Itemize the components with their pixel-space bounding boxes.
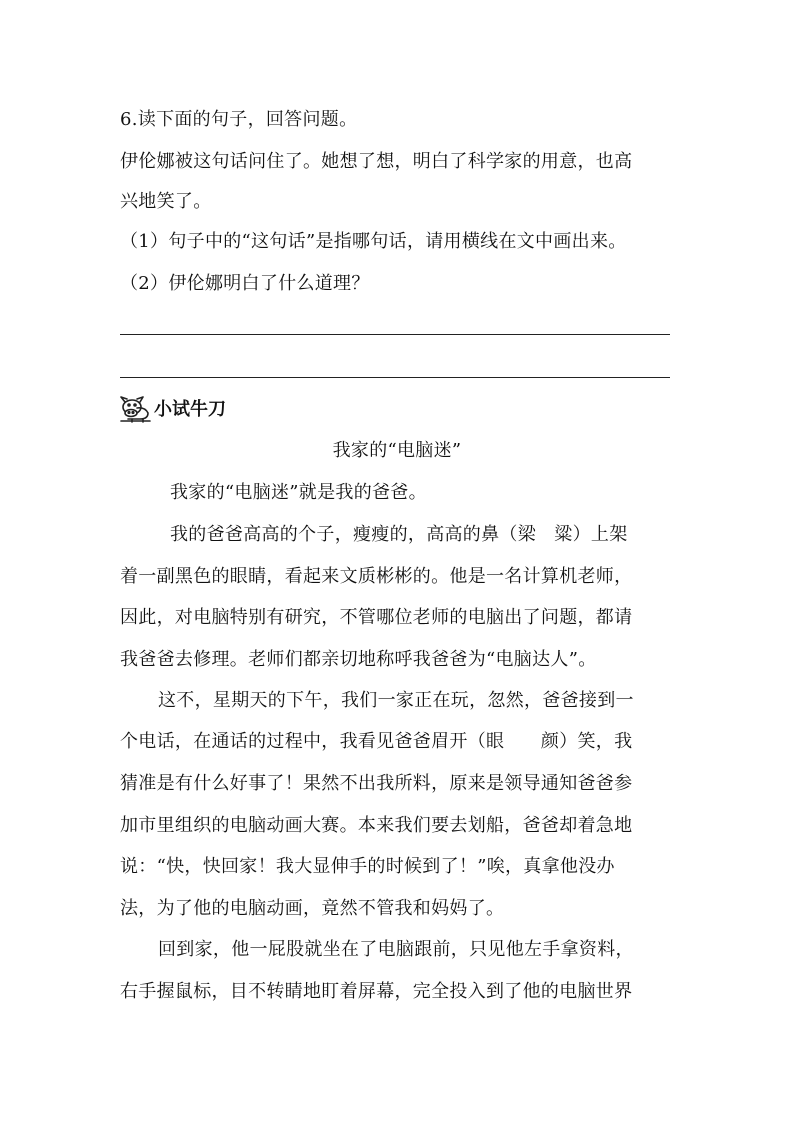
story-title: 我家的“电脑迷”	[332, 440, 462, 461]
story-line: 法，为了他的电脑动画，竟然不管我和妈妈了。	[120, 898, 505, 919]
answer-line-1[interactable]	[120, 334, 670, 335]
quote-line-1: 伊伦娜被这句话问住了。她想了想，明白了科学家的用意，也高	[120, 151, 633, 172]
story-line: 猜准是有什么好事了！果然不出我所料，原来是领导通知爸爸参	[120, 773, 633, 794]
story-line: 说：“快，快回家！我大显伸手的时候到了！”唉，真拿他没办	[120, 856, 615, 877]
section-header	[118, 392, 226, 424]
story-line: 回到家，他一屁股就坐在了电脑跟前，只见他左手拿资料，	[158, 939, 634, 960]
story-line: 我的爸爸高高的个子，瘦瘦的，高高的鼻（梁 粱）上架	[170, 524, 628, 545]
section-title: 小试牛刀	[154, 399, 226, 420]
sub-question-1: （1）句子中的“这句话”是指哪句话，请用横线在文中画出来。	[120, 231, 627, 252]
story-line: 因此，对电脑特别有研究，不管哪位老师的电脑出了问题，都请	[120, 607, 633, 628]
question-title: 6.读下面的句子，回答问题。	[120, 109, 358, 130]
sub-question-2: （2）伊伦娜明白了什么道理？	[120, 273, 370, 294]
story-line: 我爸爸去修理。老师们都亲切地称呼我爸爸为“电脑达人”。	[120, 649, 597, 670]
story-line: 个电话，在通话的过程中，我看见爸爸眉开（眼 颜）笑，我	[120, 731, 633, 752]
story-line: 加市里组织的电脑动画大赛。本来我们要去划船，爸爸却着急地	[120, 815, 633, 836]
cow-icon	[118, 393, 152, 423]
story-line: 着一副黑色的眼睛，看起来文质彬彬的。他是一名计算机老师，	[120, 566, 633, 587]
quote-line-2: 兴地笑了。	[120, 191, 212, 212]
story-line: 这不，星期天的下午，我们一家正在玩，忽然，爸爸接到一	[158, 690, 634, 711]
story-line: 右手握鼠标，目不转睛地盯着屏幕，完全投入到了他的电脑世界	[120, 981, 633, 1002]
answer-line-2[interactable]	[120, 377, 670, 378]
story-line: 我家的“电脑迷”就是我的爸爸。	[170, 482, 427, 503]
